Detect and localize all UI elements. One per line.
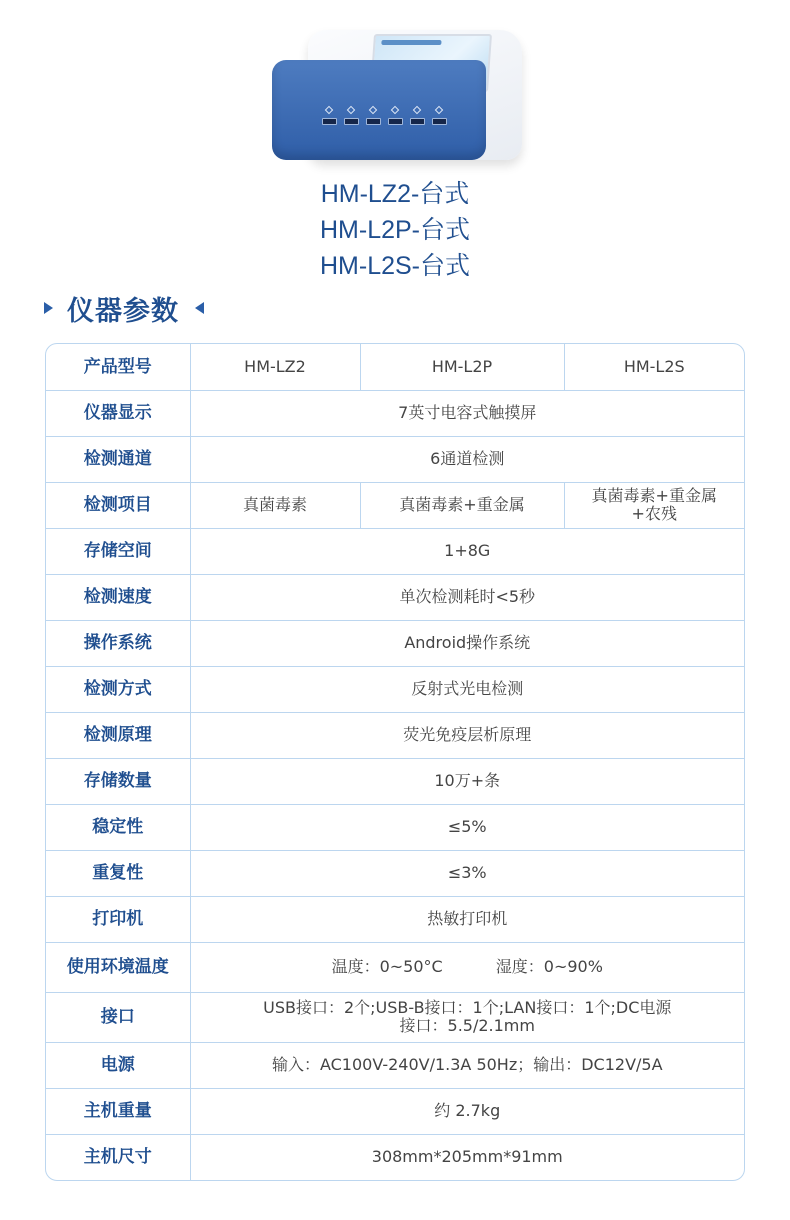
table-row	[46, 992, 744, 1042]
table-row	[46, 666, 744, 712]
table-row	[46, 1088, 744, 1134]
row-label: 主机尺寸	[46, 1134, 190, 1180]
section-title: 仪器参数	[67, 295, 179, 327]
row-label: 检测方式	[46, 666, 190, 712]
cell: 真菌毒素+重金属	[360, 482, 564, 528]
row-label: 操作系统	[46, 620, 190, 666]
table-row	[46, 1042, 744, 1088]
cell: 荧光免疫层析原理	[190, 712, 744, 758]
cell-line: 真菌毒素+重金属	[591, 486, 717, 505]
section-header	[44, 290, 204, 326]
row-label: 检测通道	[46, 436, 190, 482]
triangle-right-icon	[44, 302, 53, 314]
cell-line: +农残	[631, 504, 677, 523]
cell: 308mm*205mm*91mm	[190, 1134, 744, 1180]
cell: 反射式光电检测	[190, 666, 744, 712]
cell: 真菌毒素	[190, 482, 360, 528]
cell: 约 2.7kg	[190, 1088, 744, 1134]
table-row	[46, 712, 744, 758]
table-row	[46, 528, 744, 574]
triangle-left-icon	[195, 302, 204, 314]
cell: 6通道检测	[190, 436, 744, 482]
row-label: 主机重量	[46, 1088, 190, 1134]
cell: HM-LZ2	[190, 344, 360, 390]
model-list	[0, 176, 790, 284]
cell: 1+8G	[190, 528, 744, 574]
table-row	[46, 758, 744, 804]
cell: HM-L2P	[360, 344, 564, 390]
product-image	[268, 22, 526, 172]
cell: 7英寸电容式触摸屏	[190, 390, 744, 436]
spec-table	[45, 343, 745, 1181]
cell	[564, 482, 744, 528]
cell: 10万+条	[190, 758, 744, 804]
table-row	[46, 1134, 744, 1180]
cell: ≤5%	[190, 804, 744, 850]
cell: 输入：AC100V-240V/1.3A 50Hz；输出：DC12V/5A	[190, 1042, 744, 1088]
row-label: 存储空间	[46, 528, 190, 574]
row-label: 打印机	[46, 896, 190, 942]
table-row	[46, 436, 744, 482]
table-row	[46, 804, 744, 850]
cell: 热敏打印机	[190, 896, 744, 942]
table-row	[46, 390, 744, 436]
temperature-value: 温度：0~50°C	[331, 957, 443, 976]
table-row	[46, 482, 744, 528]
table-row	[46, 574, 744, 620]
row-label: 仪器显示	[46, 390, 190, 436]
row-label: 检测原理	[46, 712, 190, 758]
cell	[190, 992, 744, 1042]
table-row	[46, 344, 744, 390]
cell-line: USB接口：2个;USB-B接口：1个;LAN接口：1个;DC电源	[263, 998, 672, 1017]
row-label: 稳定性	[46, 804, 190, 850]
table-row	[46, 620, 744, 666]
humidity-value: 湿度：0~90%	[495, 957, 603, 976]
cell	[190, 942, 744, 992]
table-row	[46, 942, 744, 992]
row-label: 电源	[46, 1042, 190, 1088]
cell: ≤3%	[190, 850, 744, 896]
row-label: 使用环境温度	[46, 942, 190, 992]
table-row	[46, 896, 744, 942]
row-label: 检测项目	[46, 482, 190, 528]
row-label: 重复性	[46, 850, 190, 896]
row-label: 接口	[46, 992, 190, 1042]
row-label: 存储数量	[46, 758, 190, 804]
row-label: 产品型号	[46, 344, 190, 390]
row-label: 检测速度	[46, 574, 190, 620]
model-name: HM-LZ2-台式	[320, 180, 470, 208]
table-row	[46, 850, 744, 896]
cell: 单次检测耗时<5秒	[190, 574, 744, 620]
cell-line: 接口：5.5/2.1mm	[399, 1016, 535, 1035]
model-name: HM-L2S-台式	[319, 252, 470, 280]
cell: HM-L2S	[564, 344, 744, 390]
cell: Android操作系统	[190, 620, 744, 666]
model-name: HM-L2P-台式	[319, 216, 470, 244]
